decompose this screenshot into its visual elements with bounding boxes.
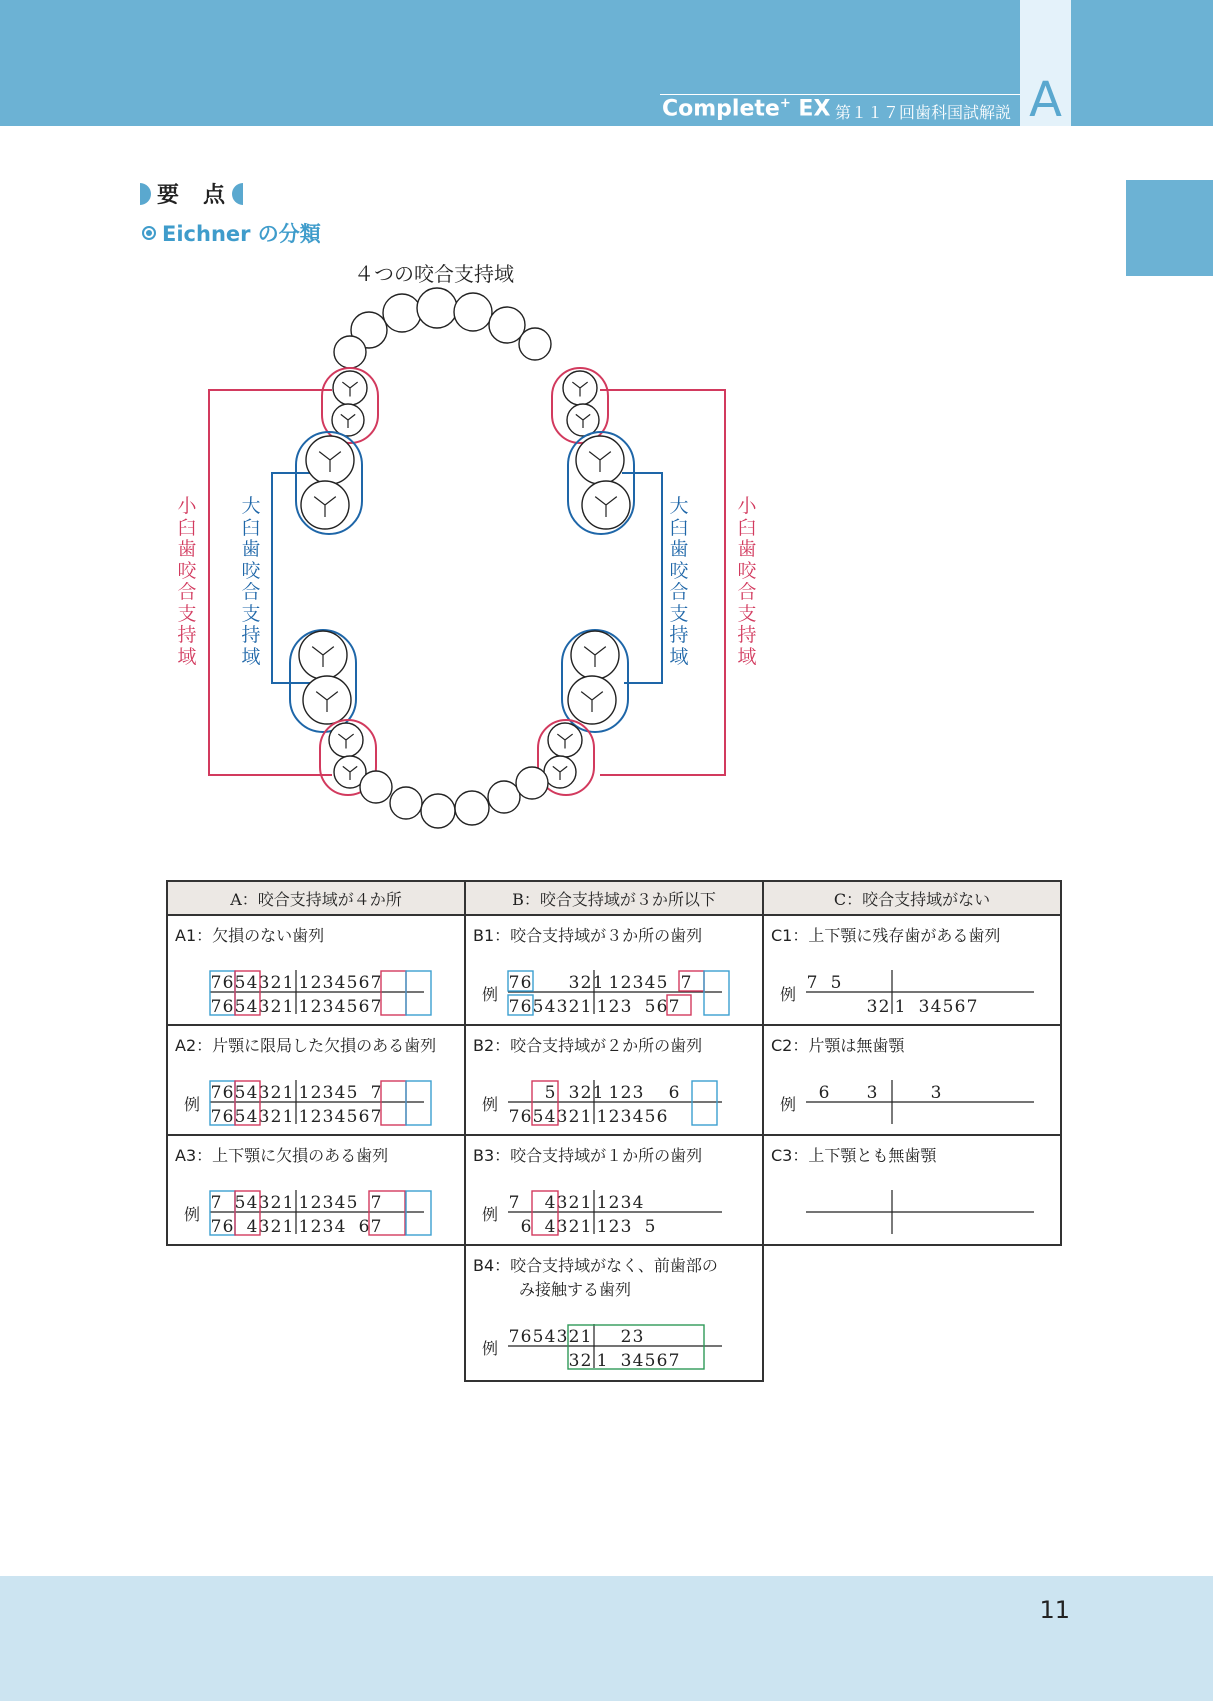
- tooth-number: 1: [298, 997, 310, 1017]
- dental-formula-b2: [466, 1026, 762, 1134]
- label-char: 支: [241, 602, 261, 625]
- tooth-number: 7: [210, 997, 222, 1017]
- tooth-number: 3: [620, 1107, 632, 1127]
- support-zone-box: [406, 971, 431, 1015]
- cell-c1: [763, 915, 1061, 1025]
- support-zone-box: [406, 1191, 431, 1235]
- tooth-number: 5: [234, 1107, 246, 1127]
- tooth-number: 3: [258, 1217, 270, 1237]
- exam-subject: 第１１７回歯科国試解説: [835, 103, 1012, 122]
- bracket-left-icon: [140, 183, 151, 205]
- cell-b1: [465, 915, 763, 1025]
- dental-formula-a1: [168, 916, 464, 1024]
- tooth-number: 4: [246, 973, 258, 993]
- tooth-number: 4: [632, 1193, 644, 1213]
- tooth-number: 7: [668, 1351, 680, 1371]
- cell-title: C1：上下顎に残存歯がある歯列: [771, 926, 1001, 945]
- tooth-number: 3: [620, 1193, 632, 1213]
- tooth-number: 3: [620, 1217, 632, 1237]
- tooth-number: 1: [298, 973, 310, 993]
- tooth-number: 4: [246, 997, 258, 1017]
- tooth-number: 2: [620, 973, 632, 993]
- tooth-number: 3: [322, 1193, 334, 1213]
- premolar-label-left: [174, 496, 200, 668]
- tooth-number: 2: [608, 1217, 620, 1237]
- tooth-number: 2: [310, 1107, 322, 1127]
- label-char: 臼: [737, 516, 757, 539]
- tooth-number: 4: [246, 1107, 258, 1127]
- diagram-title: ４つの咬合支持域: [354, 262, 514, 286]
- support-zone-box: [692, 1081, 717, 1125]
- tooth-number: 6: [358, 997, 370, 1017]
- example-label: 例: [184, 1095, 201, 1114]
- tooth-number: 3: [568, 1083, 580, 1103]
- tooth-number: 4: [930, 997, 942, 1017]
- anterior-tooth: [516, 767, 548, 799]
- tooth-number: 2: [270, 997, 282, 1017]
- tooth-number: 4: [246, 1083, 258, 1103]
- tooth-number: 3: [568, 1351, 580, 1371]
- tooth-number: 1: [596, 997, 608, 1017]
- tooth-number: 3: [258, 1193, 270, 1213]
- tooth-number: 7: [508, 997, 520, 1017]
- cell-empty: [167, 1245, 465, 1381]
- tooth-number: 1: [592, 973, 604, 993]
- tooth-number: 7: [680, 973, 692, 993]
- label-char: 域: [241, 645, 261, 668]
- label-char: 支: [737, 602, 757, 625]
- example-label: 例: [482, 985, 499, 1004]
- label-char: 域: [669, 645, 689, 668]
- dental-formula-c2: [764, 1026, 1060, 1134]
- tooth-number: 4: [334, 1217, 346, 1237]
- label-char: 歯: [737, 538, 757, 560]
- tooth-number: 4: [644, 973, 656, 993]
- tooth-number: 3: [866, 997, 878, 1017]
- tooth-number: 5: [644, 997, 656, 1017]
- tooth-number: 7: [370, 1217, 382, 1237]
- tooth-number: 6: [656, 1107, 668, 1127]
- anterior-tooth: [390, 787, 422, 819]
- tooth-number: 5: [644, 1351, 656, 1371]
- tooth-number: 6: [668, 1083, 680, 1103]
- cell-a1: [167, 915, 465, 1025]
- anterior-tooth: [383, 294, 421, 332]
- dental-formula-c3: [764, 1136, 1060, 1244]
- tooth-number: 3: [556, 1217, 568, 1237]
- tooth-number: 5: [644, 1107, 656, 1127]
- tooth-number: 6: [520, 1327, 532, 1347]
- anterior-tooth: [334, 336, 366, 368]
- tooth-number: 2: [310, 997, 322, 1017]
- tooth-number: 2: [608, 1107, 620, 1127]
- label-char: 歯: [177, 538, 197, 560]
- tooth-number: 5: [234, 1083, 246, 1103]
- tooth-number: 7: [508, 1193, 520, 1213]
- label-char: 大: [241, 495, 261, 517]
- key-point-text: 要 点: [157, 183, 227, 208]
- tooth-number: 4: [544, 997, 556, 1017]
- tooth-number: 5: [346, 973, 358, 993]
- cell-b4: [465, 1245, 763, 1381]
- tooth-number: 1: [580, 1193, 592, 1213]
- cell-c2: [763, 1025, 1061, 1135]
- header-a: A：咬合支持域が４か所: [167, 881, 465, 915]
- tooth-number: 7: [508, 1327, 520, 1347]
- tooth-number: 5: [544, 1083, 556, 1103]
- tooth-number: 1: [596, 1351, 608, 1371]
- tooth-number: 2: [580, 1083, 592, 1103]
- tooth-number: 6: [222, 1083, 234, 1103]
- tooth-number: 4: [632, 1107, 644, 1127]
- support-zone-box: [381, 971, 406, 1015]
- tooth-number: 7: [966, 997, 978, 1017]
- tooth-number: 6: [656, 1351, 668, 1371]
- tooth-number: 4: [334, 1083, 346, 1103]
- tooth-number: 5: [656, 973, 668, 993]
- tooth-number: 1: [282, 973, 294, 993]
- example-label: 例: [482, 1339, 499, 1358]
- label-char: 合: [241, 581, 261, 603]
- tooth-number: 6: [358, 1107, 370, 1127]
- tooth-number: 2: [608, 997, 620, 1017]
- dental-formula-b4: [466, 1246, 762, 1380]
- tooth-number: 3: [322, 1083, 334, 1103]
- dental-formula-a3: [168, 1136, 464, 1244]
- cell-title: A3：上下顎に欠損のある歯列: [175, 1146, 389, 1165]
- tooth-number: 2: [580, 973, 592, 993]
- tooth-number: 1: [282, 997, 294, 1017]
- cell-b2: [465, 1025, 763, 1135]
- tooth-number: 5: [234, 997, 246, 1017]
- cell-b3: [465, 1135, 763, 1245]
- label-char: 持: [737, 624, 757, 646]
- section-letter: A: [1029, 72, 1062, 128]
- tooth-number: 1: [282, 1217, 294, 1237]
- label-char: 支: [177, 602, 197, 625]
- tooth-number: 2: [310, 1083, 322, 1103]
- tooth-number: 3: [632, 973, 644, 993]
- tooth-number: 7: [370, 1193, 382, 1213]
- side-index-tab: [1126, 180, 1213, 276]
- cell-c3: [763, 1135, 1061, 1245]
- tooth-number: 4: [246, 1193, 258, 1213]
- eichner-table: [166, 880, 1062, 1382]
- tooth-number: 4: [334, 1107, 346, 1127]
- cell-title: C3：上下顎とも無歯顎: [771, 1146, 937, 1165]
- tooth-number: 3: [258, 1083, 270, 1103]
- molar-label-left: [238, 496, 264, 668]
- tooth-number: 4: [544, 1327, 556, 1347]
- tooth-number: 1: [608, 973, 620, 993]
- support-zone-box: [381, 1081, 406, 1125]
- label-char: 合: [177, 581, 197, 603]
- tooth-number: 2: [310, 1193, 322, 1213]
- tooth-number: 6: [222, 997, 234, 1017]
- tooth-number: 7: [370, 997, 382, 1017]
- tooth-number: 3: [258, 1107, 270, 1127]
- tooth-number: 2: [270, 973, 282, 993]
- tooth-number: 3: [620, 1351, 632, 1371]
- tooth-number: 7: [370, 1107, 382, 1127]
- tooth-number: 1: [282, 1193, 294, 1213]
- section-subtitle: [142, 218, 321, 248]
- cell-title: B3：咬合支持域が１か所の歯列: [473, 1146, 703, 1165]
- tooth-number: 3: [556, 1327, 568, 1347]
- tooth-number: 6: [520, 973, 532, 993]
- example-label: 例: [780, 985, 797, 1004]
- label-char: 合: [669, 581, 689, 603]
- tooth-number: 4: [544, 1193, 556, 1213]
- tooth-number: 4: [334, 973, 346, 993]
- tooth-number: 3: [322, 973, 334, 993]
- tooth-number: 2: [620, 1083, 632, 1103]
- tooth-number: 2: [310, 1217, 322, 1237]
- example-label: 例: [482, 1205, 499, 1224]
- tooth-number: 7: [508, 973, 520, 993]
- tooth-number: 2: [310, 973, 322, 993]
- tooth-number: 3: [568, 973, 580, 993]
- tooth-number: 1: [282, 1107, 294, 1127]
- header-b: B：咬合支持域が３か所以下: [465, 881, 763, 915]
- tooth-number: 6: [222, 1107, 234, 1127]
- tooth-number: 3: [930, 1083, 942, 1103]
- tooth-number: 2: [580, 1351, 592, 1371]
- dental-formula-b3: [466, 1136, 762, 1244]
- label-char: 臼: [177, 516, 197, 539]
- tooth-number: 6: [520, 1217, 532, 1237]
- dental-formula-a2: [168, 1026, 464, 1134]
- tooth-number: 2: [568, 997, 580, 1017]
- tooth-number: 1: [298, 1217, 310, 1237]
- tooth-number: 6: [358, 1217, 370, 1237]
- tooth-number: 3: [632, 1327, 644, 1347]
- tooth-number: 1: [580, 1217, 592, 1237]
- cell-title: C2：片顎は無歯顎: [771, 1036, 905, 1055]
- tooth-number: 4: [632, 1351, 644, 1371]
- tooth-number: 1: [592, 1083, 604, 1103]
- example-label: 例: [780, 1095, 797, 1114]
- dental-formula-b1: [466, 916, 762, 1024]
- tooth-number: 2: [568, 1107, 580, 1127]
- tooth-number: 3: [918, 997, 930, 1017]
- label-char: 咬: [241, 559, 261, 582]
- label-char: 歯: [669, 538, 689, 560]
- tooth-number: 2: [270, 1193, 282, 1213]
- tooth-number: 5: [532, 997, 544, 1017]
- dental-formula-c1: [764, 916, 1060, 1024]
- tooth-number: 5: [346, 1083, 358, 1103]
- bracket-right-icon: [232, 183, 243, 205]
- page-number: 11: [1039, 1596, 1070, 1624]
- label-char: 持: [241, 624, 261, 646]
- tooth-number: 3: [258, 973, 270, 993]
- tooth-number: 1: [298, 1193, 310, 1213]
- tooth-number: 7: [210, 1107, 222, 1127]
- tooth-number: 2: [270, 1083, 282, 1103]
- tooth-number: 4: [334, 997, 346, 1017]
- label-char: 咬: [737, 559, 757, 582]
- support-zone-box: [704, 971, 729, 1015]
- tooth-number: 6: [358, 973, 370, 993]
- tooth-number: 4: [544, 1107, 556, 1127]
- tooth-number: 1: [298, 1083, 310, 1103]
- tooth-number: 7: [668, 997, 680, 1017]
- label-char: 小: [737, 495, 757, 517]
- label-char: 咬: [177, 559, 197, 582]
- tooth-number: 6: [818, 1083, 830, 1103]
- header-c: C：咬合支持域がない: [763, 881, 1061, 915]
- tooth-number: 3: [556, 1107, 568, 1127]
- tooth-number: 5: [234, 973, 246, 993]
- tooth-number: 3: [322, 1107, 334, 1127]
- tooth-number: 1: [608, 1083, 620, 1103]
- label-char: 小: [177, 495, 197, 517]
- label-char: 臼: [669, 516, 689, 539]
- tooth-number: 5: [942, 997, 954, 1017]
- tooth-number: 2: [608, 1193, 620, 1213]
- tooth-number: 6: [222, 1217, 234, 1237]
- tooth-number: 4: [544, 1217, 556, 1237]
- header-rule: [660, 94, 1020, 95]
- tooth-number: 6: [520, 997, 532, 1017]
- tooth-number: 3: [322, 997, 334, 1017]
- brand-title: Complete+ EX: [662, 96, 831, 122]
- tooth-number: 5: [346, 1193, 358, 1213]
- tooth-number: 7: [210, 1217, 222, 1237]
- label-char: 持: [669, 624, 689, 646]
- anterior-tooth: [488, 781, 520, 813]
- footer-band: [0, 1576, 1213, 1701]
- cell-title: B4：咬合支持域がなく、前歯部の み接触する歯列: [473, 1256, 718, 1299]
- support-zone-box: [406, 1081, 431, 1125]
- tooth-number: 2: [620, 1327, 632, 1347]
- anterior-tooth: [519, 328, 551, 360]
- tooth-number: 1: [580, 1327, 592, 1347]
- tooth-number: 6: [520, 1107, 532, 1127]
- tooth-number: 7: [370, 973, 382, 993]
- molar-label-right: [666, 496, 692, 668]
- tooth-number: 7: [210, 1193, 222, 1213]
- tooth-number: 6: [222, 973, 234, 993]
- tooth-number: 5: [532, 1327, 544, 1347]
- tooth-number: 6: [656, 997, 668, 1017]
- tooth-number: 1: [596, 1107, 608, 1127]
- label-char: 咬: [669, 559, 689, 582]
- tooth-number: 2: [568, 1217, 580, 1237]
- tooth-number: 5: [532, 1107, 544, 1127]
- cell-a2: [167, 1025, 465, 1135]
- cell-title: B1：咬合支持域が３か所の歯列: [473, 926, 703, 945]
- tooth-number: 2: [878, 997, 890, 1017]
- tooth-number: 3: [556, 1193, 568, 1213]
- example-label: 例: [184, 1205, 201, 1224]
- tooth-number: 2: [568, 1193, 580, 1213]
- tooth-number: 3: [556, 997, 568, 1017]
- tooth-number: 3: [322, 1217, 334, 1237]
- tooth-number: 3: [620, 997, 632, 1017]
- anterior-tooth: [421, 794, 455, 828]
- tooth-number: 1: [298, 1107, 310, 1127]
- anterior-tooth: [417, 288, 457, 328]
- tooth-number: 1: [596, 1193, 608, 1213]
- tooth-number: 3: [632, 1083, 644, 1103]
- anterior-tooth: [455, 791, 489, 825]
- tooth-number: 1: [282, 1083, 294, 1103]
- tooth-number: 5: [830, 973, 842, 993]
- cell-a3: [167, 1135, 465, 1245]
- tooth-number: 1: [580, 1107, 592, 1127]
- tooth-number: 2: [270, 1217, 282, 1237]
- tooth-number: 7: [370, 1083, 382, 1103]
- tooth-number: 7: [210, 973, 222, 993]
- label-char: 域: [177, 645, 197, 668]
- label-char: 合: [737, 581, 757, 603]
- cell-empty: [763, 1245, 1061, 1381]
- tooth-number: 2: [270, 1107, 282, 1127]
- tooth-number: 7: [508, 1107, 520, 1127]
- example-label: 例: [482, 1095, 499, 1114]
- tooth-number: 4: [246, 1217, 258, 1237]
- tooth-number: 4: [334, 1193, 346, 1213]
- label-char: 臼: [241, 516, 261, 539]
- label-char: 域: [737, 645, 757, 668]
- tooth-number: 6: [954, 997, 966, 1017]
- label-char: 持: [177, 624, 197, 646]
- tooth-number: 2: [568, 1327, 580, 1347]
- tooth-number: 1: [596, 1217, 608, 1237]
- label-char: 歯: [241, 538, 261, 560]
- tooth-number: 3: [866, 1083, 878, 1103]
- subtitle-text: Eichner の分類: [162, 222, 321, 246]
- tooth-number: 5: [644, 1217, 656, 1237]
- key-point-heading: [140, 178, 243, 209]
- tooth-number: 5: [346, 997, 358, 1017]
- tooth-number: 5: [346, 1107, 358, 1127]
- label-char: 大: [669, 495, 689, 517]
- cell-title: A1：欠損のない歯列: [175, 926, 325, 945]
- tooth-number: 1: [580, 997, 592, 1017]
- cell-title: A2：片顎に限局した欠損のある歯列: [175, 1036, 437, 1055]
- tooth-number: 1: [894, 997, 906, 1017]
- tooth-number: 5: [234, 1193, 246, 1213]
- tooth-number: 7: [806, 973, 818, 993]
- premolar-label-right: [734, 496, 760, 668]
- label-char: 支: [669, 602, 689, 625]
- tooth-number: 3: [258, 997, 270, 1017]
- tooth-number: 7: [210, 1083, 222, 1103]
- cell-title: B2：咬合支持域が２か所の歯列: [473, 1036, 703, 1055]
- anterior-tooth: [454, 293, 492, 331]
- bullet-icon: [142, 226, 156, 240]
- anterior-tooth: [360, 771, 392, 803]
